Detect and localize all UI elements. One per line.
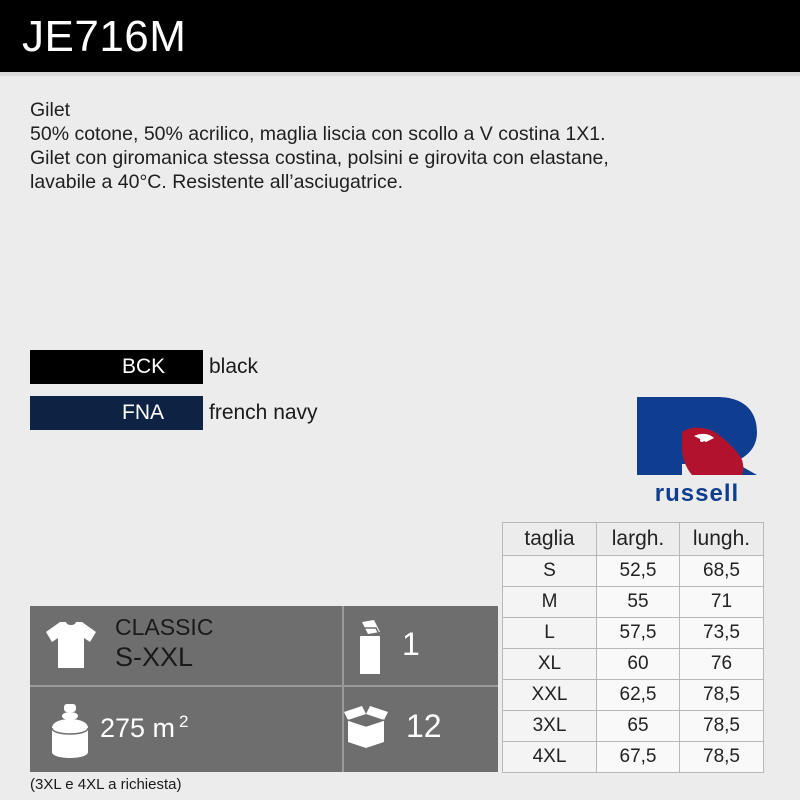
length-cell: 76 [680,649,764,680]
color-swatch-navy: FNA [30,396,203,430]
size-table [502,522,764,773]
product-code: JE716M [22,12,187,61]
carton-box-icon [342,702,390,750]
table-row [503,618,764,649]
description-line: lavabile a 40°C. Resistente all’asciugatrice. [30,171,404,193]
brand-name: russell [654,480,740,507]
table-row [503,680,764,711]
table-header-row [503,523,764,556]
length-cell: 78,5 [680,711,764,742]
fabric-weight-value: 275 m [100,713,176,743]
size-cell: M [503,587,597,618]
product-description [30,98,790,194]
table-row [503,742,764,773]
color-name-navy: french navy [209,401,318,424]
length-cell: 71 [680,587,764,618]
length-cell: 68,5 [680,556,764,587]
fit-label: CLASSIC [115,614,214,640]
size-cell: 4XL [503,742,597,773]
availability-footnote: (3XL e 4XL a richiesta) [30,776,182,793]
spec-grid [30,606,498,772]
color-swatch-black: BCK [30,350,203,384]
table-row [503,556,764,587]
product-header [0,0,800,76]
description-line: 50% cotone, 50% acrilico, maglia liscia con scollo a V costina 1X1. [30,123,606,145]
size-cell: XXL [503,680,597,711]
fabric-weight-superscript: 2 [179,712,189,731]
pack-quantity: 1 [402,626,420,662]
table-row [503,587,764,618]
width-cell: 65 [597,711,680,742]
tshirt-icon [44,620,98,670]
header-width: largh. [597,523,680,556]
grid-divider [30,685,498,687]
description-line: Gilet con giromanica stessa costina, polsini e girovita con elastane, [30,147,609,169]
size-cell: S [503,556,597,587]
header-size: taglia [503,523,597,556]
width-cell: 55 [597,587,680,618]
table-row [503,711,764,742]
width-cell: 57,5 [597,618,680,649]
description-line: Gilet [30,99,71,121]
color-name-black: black [209,355,259,378]
width-cell: 52,5 [597,556,680,587]
length-cell: 78,5 [680,680,764,711]
width-cell: 67,5 [597,742,680,773]
single-pack-icon [356,618,384,676]
size-cell: L [503,618,597,649]
carton-quantity: 12 [406,708,442,744]
header-length: lungh. [680,523,764,556]
size-cell: XL [503,649,597,680]
length-cell: 78,5 [680,742,764,773]
width-cell: 60 [597,649,680,680]
size-range: S-XXL [115,642,194,672]
width-cell: 62,5 [597,680,680,711]
fabric-weight [100,712,189,744]
table-row [503,649,764,680]
size-cell: 3XL [503,711,597,742]
fabric-weight-icon [48,702,92,760]
length-cell: 73,5 [680,618,764,649]
